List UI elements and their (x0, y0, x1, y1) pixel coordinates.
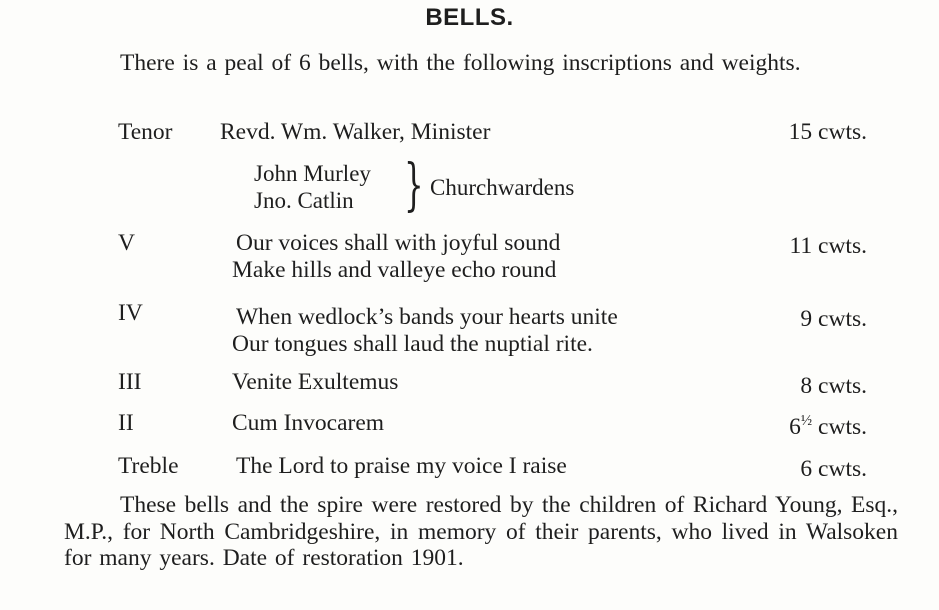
bell-inscription-line: Our voices shall with joyful sound (236, 230, 561, 256)
churchwarden-name: Jno. Catlin (254, 188, 354, 213)
bell-row-tenor (0, 119, 939, 159)
bell-row-v (0, 230, 939, 290)
bell-inscription-line: When wedlock’s bands your hearts unite (236, 304, 618, 330)
bell-inscription: Venite Exultemus (232, 369, 399, 395)
bell-weight: 8 cwts. (800, 373, 867, 399)
page-title: BELLS. (425, 4, 514, 31)
bell-label: Treble (118, 453, 179, 479)
bell-row-iii (0, 369, 939, 409)
bell-row-ii (0, 410, 939, 450)
churchwardens-role: Churchwardens (430, 175, 575, 200)
weight-fraction: ½ (800, 413, 813, 430)
bell-label: III (118, 369, 142, 395)
bell-row-treble (0, 453, 939, 493)
bell-inscription-line: Our tongues shall laud the nuptial rite. (232, 331, 593, 357)
bell-inscription: Cum Invocarem (232, 410, 385, 436)
weight-unit: cwts. (818, 414, 867, 440)
bell-weight: 15 cwts. (788, 119, 867, 145)
brace-glyph: } (404, 153, 424, 218)
bell-weight: 11 cwts. (789, 233, 867, 259)
bell-inscription-line: Make hills and valleye echo round (232, 257, 557, 283)
bell-label: Tenor (118, 119, 173, 145)
intro-paragraph: There is a peal of 6 bells, with the following inscriptions and weights. (120, 50, 801, 76)
churchwarden-names (254, 160, 371, 214)
churchwarden-name: John Murley (254, 161, 371, 186)
bell-weight (789, 414, 867, 441)
bell-weight: 6 cwts. (800, 456, 867, 482)
bell-label: IV (118, 300, 143, 326)
bell-row-iv (0, 300, 939, 360)
bell-weight: 9 cwts. (800, 306, 867, 332)
bell-inscription: The Lord to praise my voice I raise (236, 453, 567, 479)
bell-inscription: Revd. Wm. Walker, Minister (220, 119, 491, 145)
closing-paragraph: These bells and the spire were restored by the children of Richard Young, Esq., M.P., for North Cambridgeshire, in memory of their parents, who lived in Walsoken for many years. Date of restoration 1901. (64, 492, 898, 571)
bell-label: II (118, 410, 134, 436)
weight-whole: 6 (789, 414, 801, 440)
bell-label: V (118, 230, 135, 256)
